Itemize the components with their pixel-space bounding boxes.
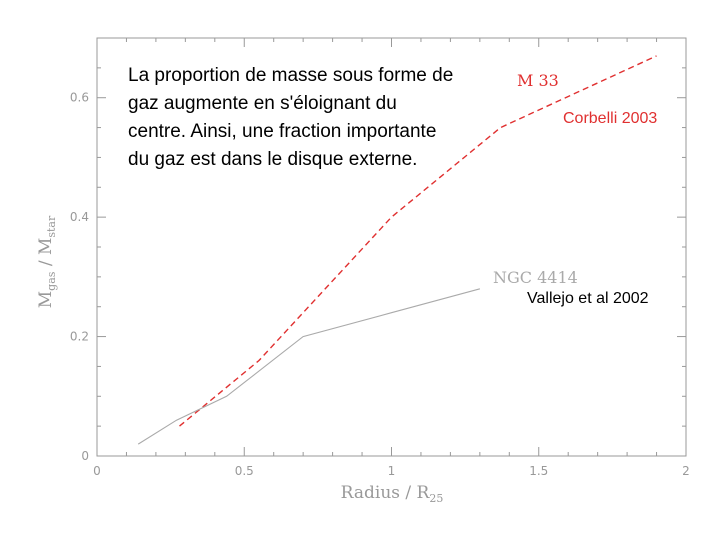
- x-tick-label: 0: [93, 464, 101, 478]
- y-tick-label: 0.4: [69, 210, 89, 225]
- x-axis-title: [341, 483, 444, 505]
- y-axis-title: [36, 215, 58, 308]
- annotation-text: La proportion de masse sous forme de gaz augmente en s'éloignant du centre. Ainsi, une fraction importante du gaz est dans le disque externe.: [128, 65, 454, 170]
- x-tick-label: 1: [387, 464, 396, 478]
- series-line-ngc-4414: [138, 289, 480, 444]
- source-ngc4414: Vallejo et al 2002: [527, 290, 649, 307]
- series-label-m33: M 33: [517, 71, 559, 90]
- svg-text:Mgas / Mstar: $M_{gas} / M_{star}$: [36, 215, 58, 309]
- y-tick-label: 0: [81, 449, 89, 463]
- source-m33: Corbelli 2003: [563, 110, 658, 127]
- y-tick-label: 0.6: [69, 90, 89, 105]
- x-axis-title-main: Radius / R: [340, 483, 430, 503]
- x-tick-label: 1.5: [529, 464, 549, 478]
- x-tick-label: 0.5: [234, 464, 254, 478]
- y-tick-label: 0.2: [69, 329, 89, 344]
- x-axis-title-sub: 25: [429, 492, 444, 505]
- y-axis-title-num: M: [36, 290, 56, 309]
- series-label-ngc4414: NGC 4414: [493, 268, 578, 287]
- x-tick-label: 2: [682, 464, 690, 478]
